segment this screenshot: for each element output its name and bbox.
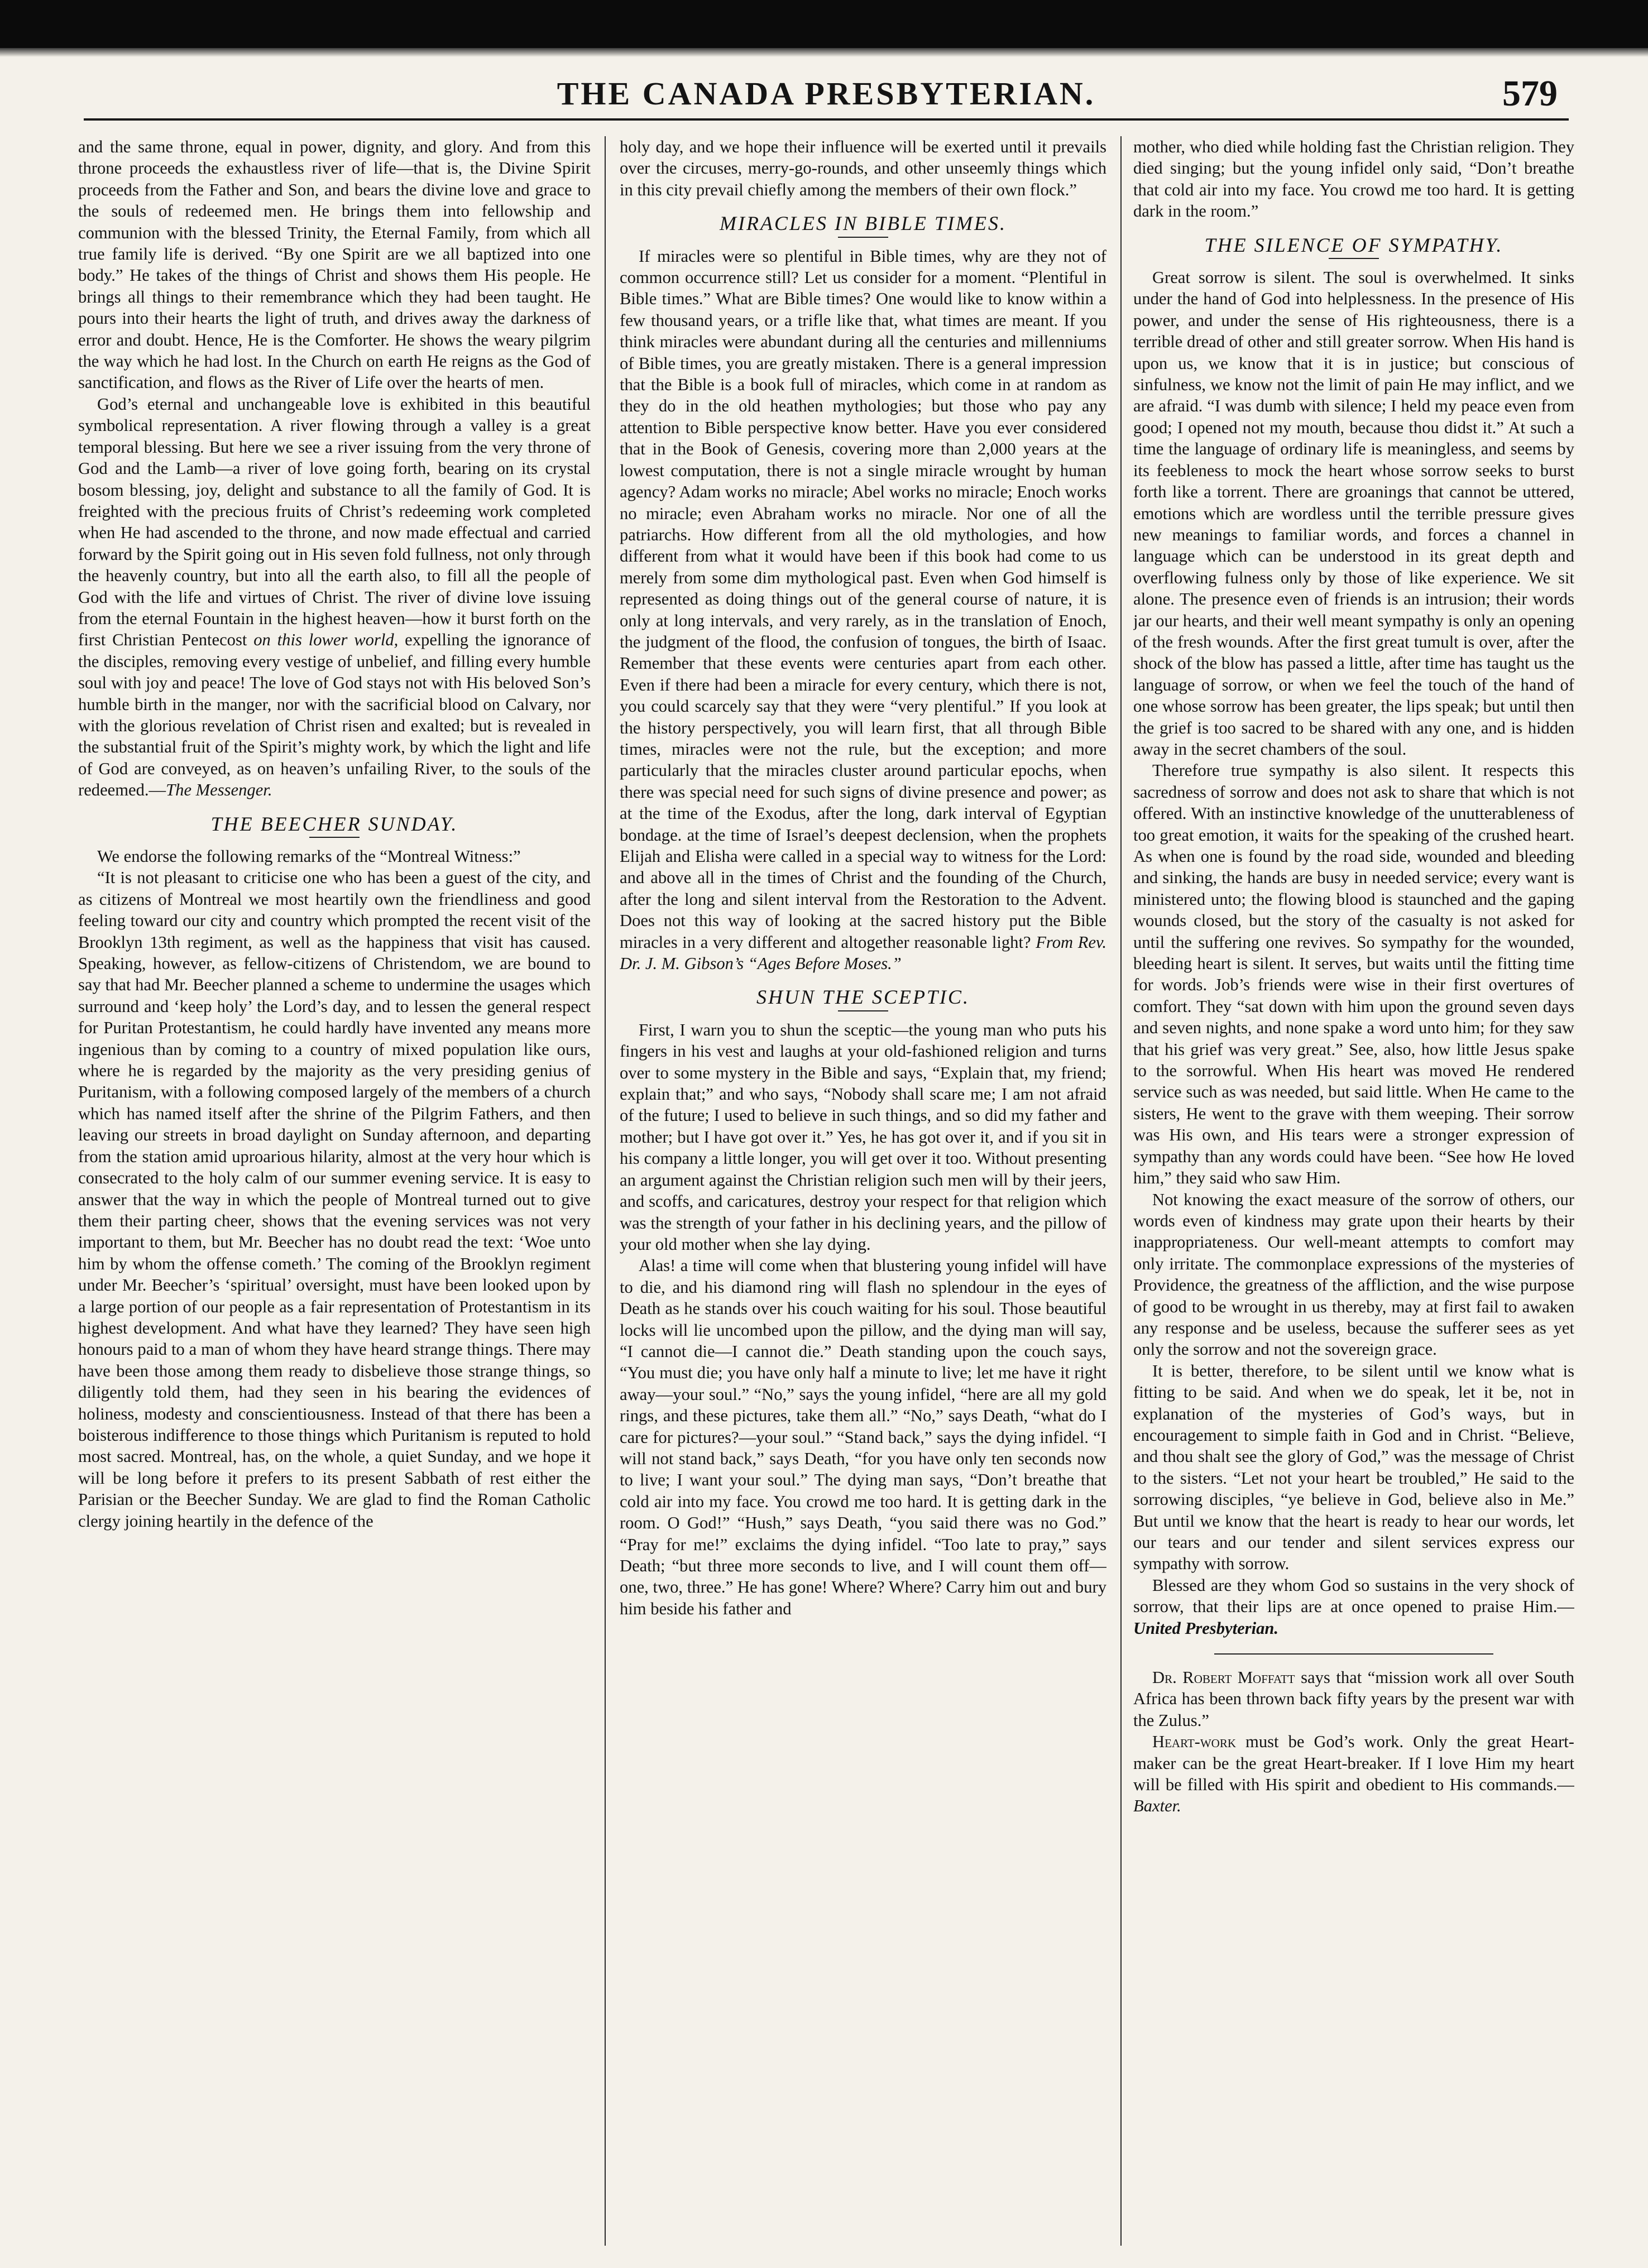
masthead [84, 71, 1569, 122]
article-heading: THE BEECHER SUNDAY. [210, 812, 458, 835]
attribution: Baxter. [1133, 1796, 1181, 1816]
section-separator [1214, 1653, 1493, 1655]
heading-rule [838, 1010, 888, 1011]
person-name: Dr. Robert Moffatt [1152, 1668, 1295, 1687]
paragraph-text: says that “mission work all over South Africa has been thrown back fifty years by the present war with the Zulus.” [1133, 1668, 1574, 1730]
attribution: From Rev. Dr. J. M. Gibson’s “Ages Before Moses.” [620, 932, 1106, 974]
column-divider [605, 136, 606, 2246]
column-2 [620, 136, 1106, 2249]
paragraph: Alas! a time will come when that blustering young infidel will have to die, and his diamond ring will flash no splendour in the eyes of Death as he stands over his couch waiting for his soul. Those beautiful locks will lie uncombed upon the pillow, and the dying man will say, “I cannot die—I cannot die.” Death standing upon the couch says, “You must die; you have only half a minute to live; let me have it right away—your soul.” “No,” says the young infidel, “here are all my gold rings, and these pictures, take them all.” “No,” says Death, “what do I care for pictures?—your soul.” “Stand back,” says the dying infidel. “I will not stand back,” says Death, “for you have only ten seconds now to live; I want your soul.” The dying man says, “Don’t breathe that cold air into my face. You crowd me too hard. It is getting dark in the room. O God!” “Hush,” says Death, “you said there was no God.” “Pray for me!” exclaims the dying infidel. “Too late to pray,” says Death; “but three more seconds to live, and I will count them off—one, two, three.” He has gone! Where? Where? Carry him out and bury him beside his father and [620, 1256, 1106, 1618]
article-heading: THE SILENCE OF SYMPATHY. [1204, 233, 1503, 256]
article-heading: MIRACLES IN BIBLE TIMES. [720, 212, 1007, 235]
paragraph-text: Blessed are they whom God so sustains in the very shock of sorrow, that their lips are at once opened to praise Him.— [1133, 1575, 1574, 1617]
column-1 [78, 136, 591, 2249]
column-3 [1133, 136, 1574, 2249]
paragraph: Therefore true sympathy is also silent. It respects this sacredness of sorrow and does not ask to share that which is not offered. With an instinctive knowledge of the unutterableness of too great emotion, it waits for the speaking of the crushed heart. As when one is found by the road side, wounded and bleeding and sinking, the hands are busy in needed service; every want is ministered unto; the flowing blood is staunched and the gaping wounds closed, but the story of the casualty is not asked for until the suffering one revives. So sympathy for the wounded, bleeding heart is silent. It serves, but waits until the fitting time for words. Job’s friends were wise in their first overtures of comfort. They “sat down with him upon the ground seven days and seven nights, and none spake a word unto him; for they saw that his grief was very great.” See, also, how little Jesus spake to the sorrowful. When His heart was moved He rendered service such as was needed, but said little. When He came to the sisters, He went to the grave with them weeping. Their sorrow was His own, and His tears were a stronger expression of sympathy than any words could have been. “See how He loved him,” they said who saw Him. [1133, 761, 1574, 1188]
scan-top-edge [0, 0, 1648, 48]
paragraph: Not knowing the exact measure of the sorrow of others, our words even of kindness may grate upon their hearts by their inappropriateness. Our well-meant attempts to comfort may only irritate. The commonplace expressions of the mysteries of Providence, the greatness of the affliction, and the wise purpose of good to be wrought in us thereby, may at first fail to awaken any response and be useless, because the sufferer sees as yet only the sorrow and not the sovereign grace. [1133, 1190, 1574, 1359]
lead-word: Heart-work [1152, 1732, 1237, 1752]
attribution: The Messenger. [166, 780, 272, 800]
paragraph: holy day, and we hope their influence will be exerted until it prevails over the circuses, merry-go-rounds, and other unseemly things which in this city prevail chiefly among the members of their own flock.” [620, 137, 1106, 199]
paragraph [78, 394, 591, 801]
paragraph [1133, 1731, 1574, 1817]
paragraph: It is better, therefore, to be silent until we know what is fitting to be said. And when we do speak, let it be, not in explanation of the mysteries of God’s ways, but in encouragement to simple faith in God and in Christ. “Believe, and thou shalt see the glory of God,” was the message of Christ to the sisters. “Let not your heart be troubled,” He said to the sorrowing disciples, “ye believe in God, believe also in Me.” But until we know that the heart is ready to hear our words, let our tears and our tender and silent services express our sympathy with sorrow. [1133, 1361, 1574, 1574]
article-heading: SHUN THE SCEPTIC. [756, 986, 970, 1009]
page-number: 579 [1502, 73, 1558, 114]
paragraph: mother, who died while holding fast the Christian religion. They died singing; but the young infidel only said, “Don’t breathe that cold air into my face. You crowd me too hard. It is getting dark in the room.” [1133, 137, 1574, 221]
paragraph: and the same throne, equal in power, dignity, and glory. And from this throne proceeds the exhaustless river of life—that is, the Divine Spirit proceeds from the Father and Son, and bears the divine love and grace to the souls of redeemed men. He brings them into fellowship and communion with the blessed Trinity, the Eternal Family, from which all true family life is derived. “By one Spirit are we all baptized into one body.” He takes of the things of Christ and shows them His people. He brings all things to their remembrance which they had been taught. He pours into their hearts the light of truth, and drives away the darkness of error and doubt. Hence, He is the Comforter. He shows the weary pilgrim the way which he had lost. In the Church on earth He reigns as the God of sanctification, and flows as the River of Life over the hearts of men. [78, 137, 591, 392]
paragraph [1133, 1575, 1574, 1639]
heading-rule [1329, 258, 1379, 259]
heading-rule [838, 237, 888, 238]
paragraph: We endorse the following remarks of the “Montreal Witness:” [97, 847, 521, 866]
paragraph-text: must be God’s work. Only the great Heart-maker can be the great Heart-breaker. If I love Him my heart will be filled with His spirit and obedient to His commands.— [1133, 1732, 1574, 1795]
paragraph-text: expelling the ignorance of the disciples, removing every vestige of unbelief, and filling every humble soul with joy and peace! The love of God stays not with His beloved Son’s humble birth in the manger, nor with the sacrificial blood on Calvary, nor with the glorious revelation of Christ risen and exalted; but is revealed in the substantial fruit of the Spirit’s mighty work, by which the light and life of God are conveyed, as on heaven’s unfailing River, to the souls of the redeemed.— [78, 630, 591, 800]
masthead-rule [84, 118, 1569, 121]
paragraph [620, 246, 1106, 975]
paragraph: First, I warn you to shun the sceptic—the young man who puts his fingers in his vest and laughs at your old-fashioned religion and turns over to some mystery in the Bible and says, “Explain that, my friend; explain that;” and who says, “Nobody shall scare me; I am not afraid of the future; I used to believe in such things, and so did my father and mother; but I have got over it.” Yes, he has got over it, and if you sit in his company a little longer, you will get over it too. Without presenting an argument against the Christian religion such men will by their jeers, and scoffs, and caricatures, destroy your respect for that religion which was the strength of your father in his declining years, and the pillow of your old mother when she lay dying. [620, 1020, 1106, 1254]
paragraph-text: If miracles were so plentiful in Bible times, why are they not of common occurrence still? Let us consider for a moment. “Plentiful in Bible times.” What are Bible times? One would like to know within a few thousand years, or a trifle like that, what times are meant. If you think miracles were abundant during all the centuries and millenniums of Bible times, you are greatly mistaken. There is a general impression that the Bible is a book full of miracles, which come in at random as they do in the old heathen mythologies; but those who pay any attention to Bible perspective know better. Have you ever considered that in the Book of Genesis, covering more than 2,000 years at the lowest computation, there is not a single miracle wrought by human agency? Adam works no miracle; Abel works no miracle; Enoch works no miracle; even Abraham works no miracle. Nor one of all the patriarchs. How different from all the old mythologies, and how different from what it would have been if this book had come to us merely from some dim mythological past. Even when God himself is represented as doing things out of the general course of nature, it is only at long intervals, and very rarely, as in the translation of Enoch, the judgment of the flood, the confusion of tongues, the birth of Isaac. Remember that these events were centuries apart from each other. Even if there had been a miracle for every century, which there is not, you could scarcely say that they were “very plentiful.” If you look at the history perspectively, you will learn first, that all through Bible times, miracles were not the rule, but the exception; and more particularly that the miracles cluster around particular epochs, when there was special need for such signs of divine presence and power; as at the time of the Exodus, after the long, dark interval of Egyptian bondage. at the time of Israel’s deepest declension, when the prophets Elijah and Elisha were called in a special way to witness for the Lord: and above all in the times of Christ and the founding of the Church, after the long and silent interval from the Restoration to the Advent. Does not this way of looking at the sacred history put the Bible miracles in a very different and altogether reasonable light? [620, 246, 1106, 952]
publication-title: THE CANADA PRESBYTERIAN. [557, 75, 1096, 112]
emphasis: on this lower world, [253, 630, 399, 650]
paragraph-text: God’s eternal and unchangeable love is exhibited in this beautiful symbolical representation. A river flowing through a valley is a great temporal blessing. But here we see a river issuing from the very throne of God and the Lamb—a river of love going forth, bearing on its crystal bosom blessing, joy, delight and substance to all the family of God. It is freighted with the precious fruits of Christ’s redeeming work completed when He had ascended to the throne, and now made effectual and carried forward by the Spirit going out in His seven fold fullness, not only through the heavenly country, but into all the earth also, to fill all the people of God with the life and virtues of Christ. The river of divine love issuing from the eternal Fountain in the highest heaven—how it burst forth on the first Christian Pentecost [78, 394, 591, 650]
paragraph [1133, 1667, 1574, 1731]
paragraph: Great sorrow is silent. The soul is overwhelmed. It sinks under the hand of God into helplessness. In the presence of His power, and under the sense of His righteousness, there is a terrible dread of other and still greater sorrow. When His hand is upon us, we know that it is in justice; but conscious of sinfulness, we know not the limit of pain He may inflict, and we are afraid. “I was dumb with silence; I held my peace even from good; I opened not my mouth, because thou didst it.” At such a time the language of ordinary life is meaningless, and seems by its feebleness to mock the heart whose sorrow seeks to burst forth like a torrent. There are groanings that cannot be uttered, emotions which are wordless until the terrible pressure gives new meanings to familiar words, and forces a channel in language which can be understood in its great depth and overflowing fulness only by those of like experience. We sit alone. The presence even of friends is an intrusion; their words jar our hearts, and their well meant sympathy is only an opening of the fresh wounds. After the first great tumult is over, after the shock of the blow has passed a little, after time has taught us the language of sorrow, or when we feel the touch of the hand of one whose sorrow has been greater, the lips speak; but until then the grief is too sacred to be shared with any one, and is hidden away in the secret chambers of the soul. [1133, 268, 1574, 759]
scan-edge-shadow [0, 48, 1648, 57]
heading-rule [309, 837, 360, 838]
column-divider [1120, 136, 1122, 2246]
attribution: United Presbyterian. [1133, 1618, 1279, 1638]
paragraph: “It is not pleasant to criticise one who has been a guest of the city, and as citizens of Montreal we most heartily own the friendliness and good feeling toward our city and country which prompted the recent visit of the Brooklyn 13th regiment, as well as the happiness that visit has caused. Speaking, however, as fellow-citizens of Christendom, we are bound to say that had Mr. Beecher planned a scheme to undermine the usages which surround and ‘keep holy’ the Lord’s day, and to lessen the general respect for Puritan Protestantism, he could hardly have invented any means more ingenious than by coming to a country of mixed population like ours, where he is regarded by the majority as the very presiding genius of Puritanism, with a following composed largely of the members of a church which has named itself after the shrine of the Pilgrim Fathers, and then leaving our streets in broad daylight on Sunday afternoon, and departing from the station amid uproarious hilarity, almost at the very hour which is consecrated to the holy calm of our summer evening service. It is easy to answer that the way in which the people of Montreal turned out to give them their parting cheer, shows that the evening services was not very important to them, but Mr. Beecher has no doubt read the text: ‘Woe unto him by whom the offense cometh.’ The coming of the Brooklyn regiment under Mr. Beecher’s ‘spiritual’ oversight, must have been looked upon by a large portion of our people as a fair representation of Protestantism in its highest development. And what have they learned? They have seen high honours paid to a man of whom they have heard strange things. There may have been those among them ready to disbelieve those strange things, so diligently told them, had they seen in his bearing the evidences of holiness, modesty and conscientiousness. Instead of that there has been a boisterous indifference to those things which Puritanism is reputed to hold most sacred. Montreal, has, on the whole, a quiet Sunday, and we hope it will be long before it prefers to its present Sabbath of rest either the Parisian or the Beecher Sunday. We are glad to find the Roman Catholic clergy joining heartily in the defence of the [78, 868, 591, 1531]
